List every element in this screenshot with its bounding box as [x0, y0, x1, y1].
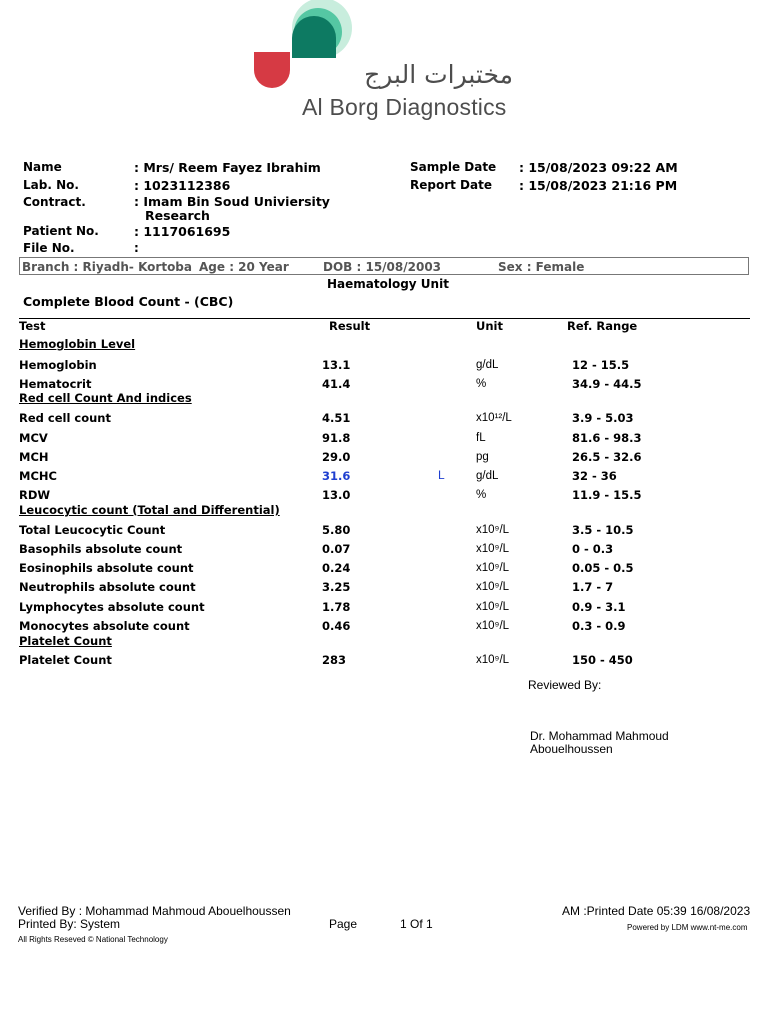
- reference-range: 3.5 - 10.5: [572, 523, 634, 537]
- page-label: Page: [329, 917, 358, 931]
- test-unit: x10¹²/L: [476, 412, 512, 424]
- test-name: Hemoglobin: [19, 358, 97, 372]
- test-name: RDW: [19, 488, 51, 502]
- section-red-cell: Red cell Count And indices: [19, 391, 192, 405]
- page-number: 1 Of 1: [400, 917, 433, 931]
- reviewer-name: Dr. Mohammad Mahmoud: [530, 729, 669, 743]
- name-label: Name: [23, 160, 62, 174]
- test-unit: x10⁹/L: [476, 601, 510, 613]
- reference-range: 0.05 - 0.5: [572, 561, 634, 575]
- verified-by: Verified By : Mohammad Mahmoud Abouelhoussen: [18, 904, 291, 918]
- reference-range: 34.9 - 44.5: [572, 377, 642, 391]
- test-result: 4.51: [322, 411, 351, 425]
- column-ref-range: Ref. Range: [567, 319, 638, 333]
- test-unit: g/dL: [476, 359, 499, 371]
- test-result: 91.8: [322, 431, 351, 445]
- reference-range: 32 - 36: [572, 469, 617, 483]
- printed-date: AM :Printed Date 05:39 16/08/2023: [562, 904, 751, 918]
- lab-no-value: : 1023112386: [134, 178, 231, 193]
- test-name: Platelet Count: [19, 653, 112, 667]
- test-name: MCH: [19, 450, 49, 464]
- patient-no-label: Patient No.: [23, 224, 99, 238]
- lab-no-label: Lab. No.: [23, 178, 79, 192]
- test-unit: x10⁹/L: [476, 581, 510, 593]
- column-unit: Unit: [476, 319, 503, 333]
- reference-range: 11.9 - 15.5: [572, 488, 642, 502]
- section-leucocytic: Leucocytic count (Total and Differential): [19, 503, 280, 517]
- powered-by: Powered by LDM www.nt-me.com: [627, 923, 748, 932]
- file-no-value: :: [134, 241, 139, 255]
- reference-range: 12 - 15.5: [572, 358, 630, 372]
- test-name: Hematocrit: [19, 377, 92, 391]
- test-unit: g/dL: [476, 470, 499, 482]
- unit-title: Haematology Unit: [327, 277, 449, 291]
- result-flag: L: [438, 468, 445, 482]
- reference-range: 0.9 - 3.1: [572, 600, 626, 614]
- test-name: MCHC: [19, 469, 57, 483]
- test-result: 5.80: [322, 523, 351, 537]
- test-result: 41.4: [322, 377, 351, 391]
- reference-range: 81.6 - 98.3: [572, 431, 642, 445]
- report-date-value: : 15/08/2023 21:16 PM: [519, 178, 678, 193]
- test-unit: x10⁹/L: [476, 562, 510, 574]
- reference-range: 1.7 - 7: [572, 580, 614, 594]
- test-name: Total Leucocytic Count: [19, 523, 166, 537]
- test-name: Red cell count: [19, 411, 111, 425]
- section-hemoglobin: Hemoglobin Level: [19, 337, 136, 351]
- sample-date-label: Sample Date: [410, 160, 497, 174]
- test-unit: pg: [476, 451, 489, 463]
- test-result: 0.07: [322, 542, 351, 556]
- test-result: 0.46: [322, 619, 351, 633]
- logo-arabic-text: مختبرات البرج: [364, 60, 513, 89]
- contract-value: : Imam Bin Soud Univiersity: [134, 194, 330, 209]
- reference-range: 0 - 0.3: [572, 542, 614, 556]
- test-result: 31.6: [322, 469, 351, 483]
- dob-text: DOB : 15/08/2003: [323, 260, 442, 274]
- reference-range: 26.5 - 32.6: [572, 450, 642, 464]
- column-result: Result: [329, 319, 371, 333]
- test-unit: x10⁹/L: [476, 654, 510, 666]
- test-result: 1.78: [322, 600, 351, 614]
- column-test: Test: [19, 319, 46, 333]
- patient-no-value: : 1117061695: [134, 224, 231, 239]
- logo-wordmark: Al Borg Diagnostics: [302, 94, 507, 120]
- test-name: Monocytes absolute count: [19, 619, 190, 633]
- printed-by: Printed By: System: [18, 917, 121, 931]
- test-result: 13.1: [322, 358, 351, 372]
- name-value: : Mrs/ Reem Fayez Ibrahim: [134, 160, 321, 175]
- sample-date-value: : 15/08/2023 09:22 AM: [519, 160, 678, 175]
- report-date-label: Report Date: [410, 178, 492, 192]
- test-name: Lymphocytes absolute count: [19, 600, 205, 614]
- test-unit: x10⁹/L: [476, 620, 510, 632]
- test-name: MCV: [19, 431, 48, 445]
- test-unit: fL: [476, 432, 486, 444]
- test-unit: %: [476, 489, 487, 501]
- section-platelet: Platelet Count: [19, 634, 112, 648]
- test-result: 3.25: [322, 580, 351, 594]
- test-name: Eosinophils absolute count: [19, 561, 194, 575]
- test-result: 29.0: [322, 450, 351, 464]
- test-unit: x10⁹/L: [476, 524, 510, 536]
- contract-label: Contract.: [23, 195, 86, 209]
- age-text: Age : 20 Year: [199, 260, 289, 274]
- test-name: Basophils absolute count: [19, 542, 183, 556]
- reviewer-name-line2: Abouelhoussen: [530, 742, 613, 756]
- branch-text: Branch : Riyadh- Kortoba: [22, 260, 192, 274]
- sex-text: Sex : Female: [498, 260, 585, 274]
- reference-range: 0.3 - 0.9: [572, 619, 626, 633]
- reviewed-label: Reviewed By:: [528, 678, 602, 692]
- test-unit: x10⁹/L: [476, 543, 510, 555]
- test-name: Neutrophils absolute count: [19, 580, 196, 594]
- test-result: 13.0: [322, 488, 351, 502]
- test-result: 0.24: [322, 561, 351, 575]
- reference-range: 3.9 - 5.03: [572, 411, 634, 425]
- reference-range: 150 - 450: [572, 653, 633, 667]
- test-unit: %: [476, 378, 487, 390]
- file-no-label: File No.: [23, 241, 75, 255]
- rights-text: All Rights Reseved © National Technology: [18, 935, 168, 944]
- contract-value-line2: Research: [145, 208, 210, 223]
- header-rule: [19, 318, 750, 319]
- report-title: Complete Blood Count - (CBC): [23, 294, 234, 309]
- test-result: 283: [322, 653, 347, 667]
